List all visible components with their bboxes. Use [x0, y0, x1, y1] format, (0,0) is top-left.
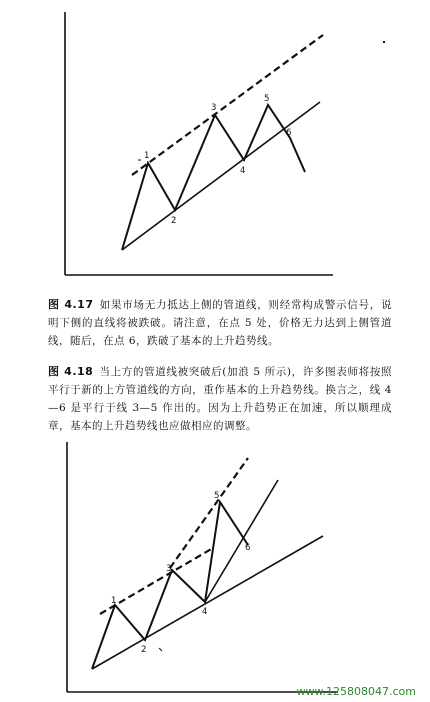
price-path [92, 502, 251, 669]
point-label-4: 4 [240, 166, 246, 176]
upper-channel-line [132, 35, 323, 175]
point-label-1: 1 [111, 596, 117, 606]
point-label-4: 4 [202, 607, 208, 617]
point-label-3: 3 [166, 564, 172, 574]
point-label-1: 1 [144, 151, 150, 161]
base-trendline [92, 536, 323, 669]
tick-mark [159, 648, 162, 651]
point-label-5: 5 [214, 491, 220, 501]
caption-4-18 [48, 363, 392, 435]
stray-mark [383, 41, 385, 43]
price-path [122, 105, 305, 250]
caption-4-17 [48, 296, 392, 350]
caption-text: 如果市场无力抵达上侧的管道线，则经常构成警示信号，说明下侧的直线将被跌破。请注意，在点 5 处，价格无力达到上侧管道线，随后，在点 6，跌破了基本的上升趋势线。 [48, 299, 392, 347]
watermark-url: www.125808047.com [296, 685, 416, 698]
point-label-2: 2 [171, 216, 177, 226]
caption-text: 当上方的管道线被突破后(加浪 5 所示)，许多图表师将按照平行于新的上方管道线的方向，重作基本的上升趋势线。换言之，线 4—6 是平行于线 3—5 作出的。因为上升趋势正在加速，所以顺理成章，基本的上升趋势线也应做相应的调整。 [48, 366, 392, 432]
point-label-2: 2 [141, 645, 147, 655]
point-label-3: 3 [211, 103, 217, 113]
point-label-6: 6 [286, 128, 292, 138]
caption-label: 图 4.17 [48, 298, 94, 311]
figure-4-17 [0, 0, 430, 290]
upper-channel-line [100, 548, 213, 614]
caption-label: 图 4.18 [48, 365, 94, 378]
figure-4-18-chart [0, 440, 430, 702]
figure-4-17-chart [0, 0, 430, 290]
figure-4-18 [0, 440, 430, 702]
point-label-6: 6 [245, 543, 251, 553]
point-label-5: 5 [264, 94, 270, 104]
